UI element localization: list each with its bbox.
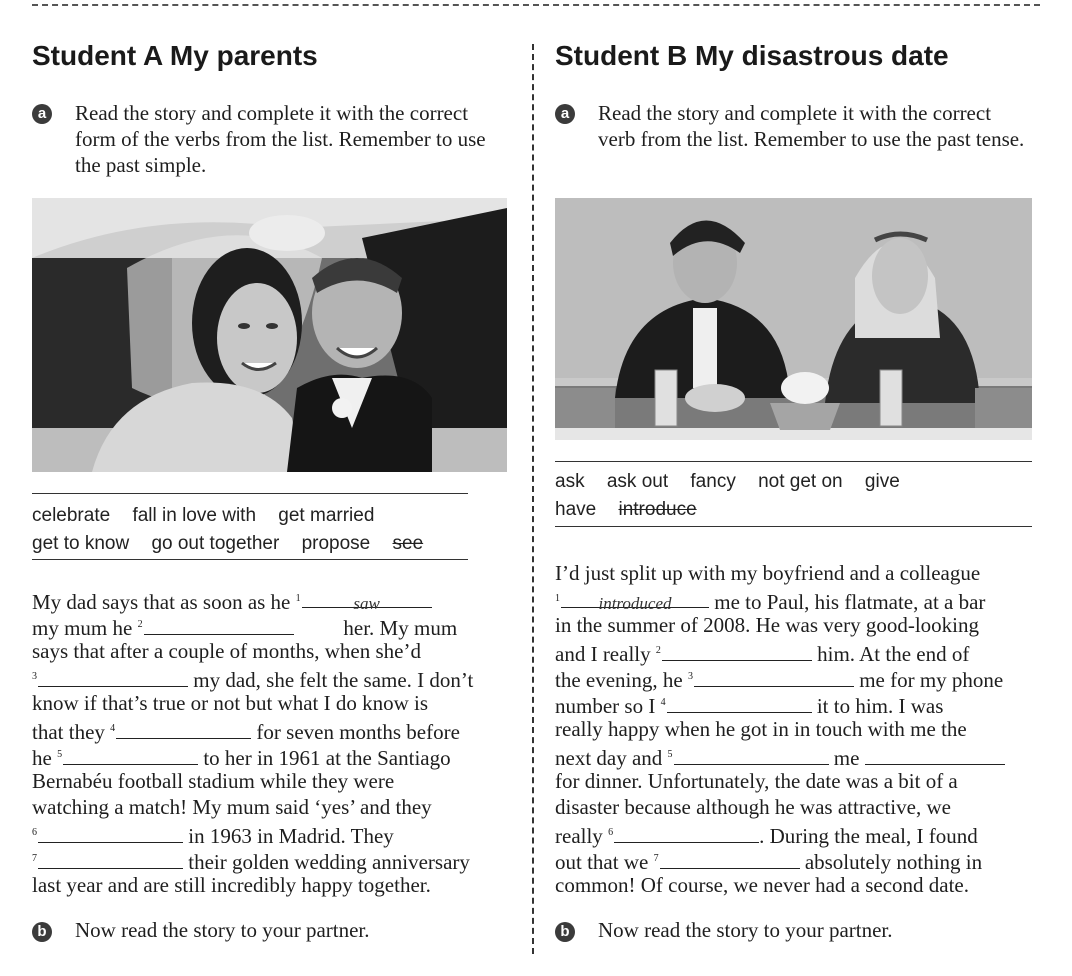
word-item: ask out: [606, 471, 669, 492]
story-line: watching a match! My mum said ‘yes’ and they: [32, 795, 432, 819]
story-line: and I really $^2$ him. At the end of: [555, 642, 970, 666]
answer-gap-4[interactable]: [116, 720, 251, 739]
story-line: disaster because although he was attractive, we: [555, 795, 951, 819]
story-line: $^3$ my dad, she felt the same. I don’t: [32, 668, 474, 692]
word-item-struck: see: [392, 533, 424, 554]
story-line: he $^5$ to her in 1961 at the Santiago: [32, 746, 451, 770]
story-line: says that after a couple of months, when she’d: [32, 639, 421, 663]
answer-gap-2[interactable]: [662, 642, 812, 661]
word-box-top-rule: [32, 493, 468, 494]
story-line: $^6$ in 1963 in Madrid. They: [32, 824, 394, 848]
word-row-2: [32, 530, 440, 558]
word-item-struck: introduce: [618, 499, 697, 520]
instruction-text: Read the story and complete it with the correct form of the verbs from the list. Remember to use the past simple.: [75, 101, 486, 177]
word-item: fancy: [690, 471, 736, 492]
story-line: common! Of course, we never had a second date.: [555, 873, 970, 897]
answer-gap-5a[interactable]: [674, 746, 829, 765]
story-line: really $^6$ . During the meal, I found: [555, 824, 978, 848]
gap-number: 6: [32, 827, 37, 838]
answer-gap-7[interactable]: [660, 850, 800, 869]
instruction-text: Read the story and complete it with the correct verb from the list. Remember to use the past tense.: [598, 101, 1025, 151]
word-item: celebrate: [32, 505, 111, 526]
gap-number: 4: [660, 697, 666, 708]
gap-number: 2: [655, 645, 661, 656]
word-item: not get on: [758, 471, 843, 492]
gap-number: 2: [137, 619, 143, 630]
footer-instruction: Now read the story to your partner.: [75, 918, 370, 942]
word-item: get married: [278, 505, 375, 526]
footer-instruction: Now read the story to your partner.: [598, 918, 893, 942]
example-answer: introduced: [598, 594, 672, 613]
gap-number: 3: [32, 671, 37, 682]
word-item: get to know: [32, 533, 130, 554]
answer-gap-4[interactable]: [667, 694, 812, 713]
story-line: next day and $^5$ me: [555, 742, 1032, 768]
badge-a: a: [32, 104, 52, 124]
gap-number: 5: [57, 749, 63, 760]
story-line: last year and are still incredibly happy together.: [32, 873, 431, 897]
story-line: out that we $^7$ absolutely nothing in: [555, 850, 983, 874]
story-line: my mum he $^2$ her. My mum: [32, 616, 458, 640]
student-b-section: [555, 0, 1032, 976]
story-line: the evening, he $^3$ me for my phone: [555, 668, 1004, 692]
word-box-bottom-rule: [555, 526, 1032, 527]
answer-gap-3[interactable]: [694, 668, 854, 687]
badge-b: b: [555, 922, 575, 942]
gap-number: 1: [555, 593, 560, 604]
word-box-top-rule: [555, 461, 1032, 462]
student-a-title: Student A My parents: [32, 40, 318, 71]
wedding-photo: [32, 198, 507, 472]
gap-number: 6: [608, 827, 614, 838]
answer-gap-2[interactable]: [144, 616, 294, 635]
word-item: give: [864, 471, 900, 492]
student-a-word-box: [32, 502, 440, 558]
story-line: in the summer of 2008. He was very good-looking: [555, 613, 980, 637]
story-line: know if that’s true or not but what I do know is: [32, 691, 429, 715]
story-line: Bernabéu football stadium while they were: [32, 769, 395, 793]
gap-number: 4: [110, 723, 116, 734]
answer-gap-7[interactable]: [38, 850, 183, 869]
word-item: fall in love with: [132, 505, 257, 526]
word-row-1: [555, 468, 917, 496]
story-line: number so I $^4$ it to him. I was: [555, 694, 944, 718]
word-item: have: [555, 499, 597, 520]
badge-b: b: [32, 922, 52, 942]
word-row-1: [32, 502, 440, 530]
student-b-footer: [555, 918, 1032, 943]
student-b-story: [555, 560, 1032, 898]
gap-number: 3: [687, 671, 693, 682]
answer-gap-6[interactable]: [38, 824, 183, 843]
story-line: $^7$ their golden wedding anniversary: [32, 850, 470, 874]
story-line: really happy when he got in in touch with me the: [555, 717, 967, 741]
student-a-story: [32, 586, 507, 898]
story-line: $^1$ introduced me to Paul, his flatmate, at a bar: [555, 590, 986, 614]
student-a-footer: [32, 918, 507, 943]
word-item: propose: [301, 533, 371, 554]
student-a-section: [32, 0, 507, 976]
answer-gap-5[interactable]: [63, 746, 198, 765]
story-line: that they $^4$ for seven months before: [32, 720, 460, 744]
word-row-2: [555, 496, 917, 524]
story-line: for dinner. Unfortunately, the date was a bit of a: [555, 769, 958, 793]
gap-number: 5: [667, 749, 673, 760]
student-b-title: Student B My disastrous date: [555, 40, 949, 71]
answer-gap-5b[interactable]: [865, 746, 1005, 765]
word-box-bottom-rule: [32, 559, 468, 560]
badge-a: a: [555, 104, 575, 124]
gap-number: 1: [295, 593, 301, 604]
date-photo-image: [555, 198, 1032, 440]
answer-gap-6[interactable]: [614, 824, 759, 843]
answer-gap-3[interactable]: [38, 668, 188, 687]
answer-gap-1[interactable]: [561, 589, 709, 613]
gap-number: 7: [32, 853, 37, 864]
date-photo: [555, 198, 1032, 440]
student-b-instruction: [555, 100, 1032, 152]
example-answer: saw: [353, 594, 380, 613]
middle-cut-line: [532, 44, 534, 954]
story-line: I’d just split up with my boyfriend and a colleague: [555, 561, 981, 585]
answer-gap-1[interactable]: [302, 589, 432, 613]
student-b-word-box: [555, 468, 917, 524]
student-a-instruction: [32, 100, 507, 178]
gap-number: 7: [653, 853, 659, 864]
word-item: go out together: [151, 533, 280, 554]
wedding-photo-image: [32, 198, 507, 472]
story-line: My dad says that as soon as he $^1$ saw: [32, 586, 507, 612]
word-item: ask: [555, 471, 585, 492]
